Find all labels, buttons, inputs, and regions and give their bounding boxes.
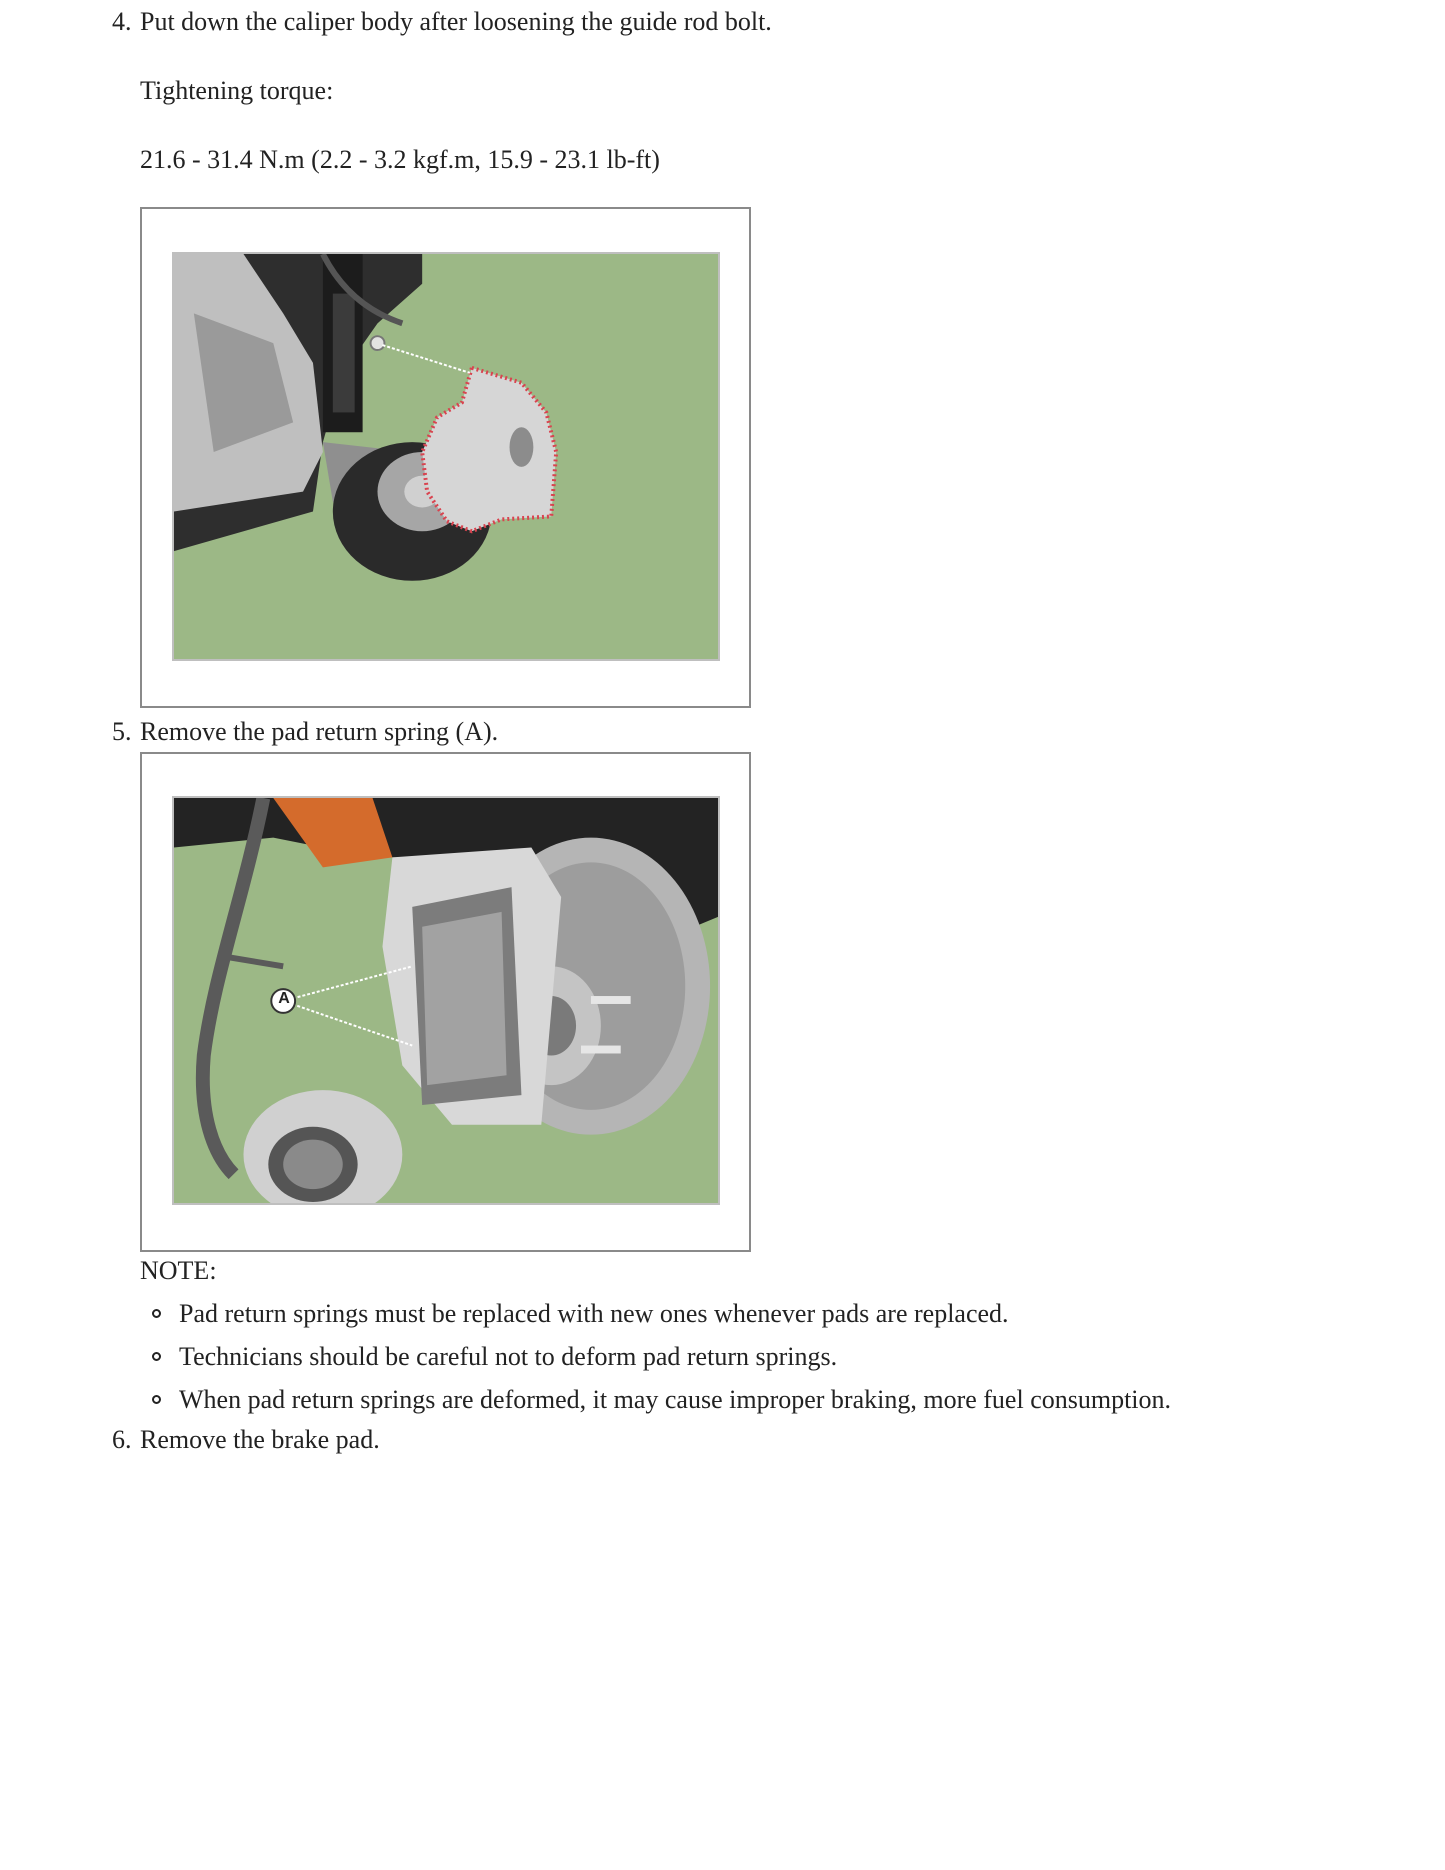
note-item-3: When pad return springs are deformed, it may cause improper braking, more fuel consumption. (179, 1385, 1172, 1414)
figure-frame-step-5 (140, 752, 751, 1252)
step-5-number: 5. (112, 717, 132, 746)
figure-frame-step-4 (140, 207, 751, 708)
note-item-1: Pad return springs must be replaced with new ones whenever pads are replaced. (179, 1299, 1009, 1328)
caliper-body-illustration (174, 254, 718, 659)
note-item-2: Technicians should be careful not to deform pad return springs. (179, 1342, 838, 1371)
step-6-text: Remove the brake pad. (140, 1425, 380, 1454)
step-4-text: Put down the caliper body after loosening the guide rod bolt. (140, 7, 772, 36)
caliper-body-photo (172, 252, 720, 661)
bullet-icon (152, 1352, 161, 1361)
step-4-number: 4. (112, 7, 132, 36)
step-5-text: Remove the pad return spring (A). (140, 717, 499, 746)
note-label: NOTE: (140, 1256, 217, 1285)
bullet-icon (152, 1395, 161, 1404)
torque-value: 21.6 - 31.4 N.m (2.2 - 3.2 kgf.m, 15.9 - 23.1 lb-ft) (140, 145, 660, 174)
torque-label: Tightening torque: (140, 76, 334, 105)
callout-label-a: A (278, 990, 290, 1007)
pad-return-spring-illustration (174, 798, 718, 1203)
bullet-icon (152, 1309, 161, 1318)
step-6-number: 6. (112, 1425, 132, 1454)
pad-return-spring-photo (172, 796, 720, 1205)
